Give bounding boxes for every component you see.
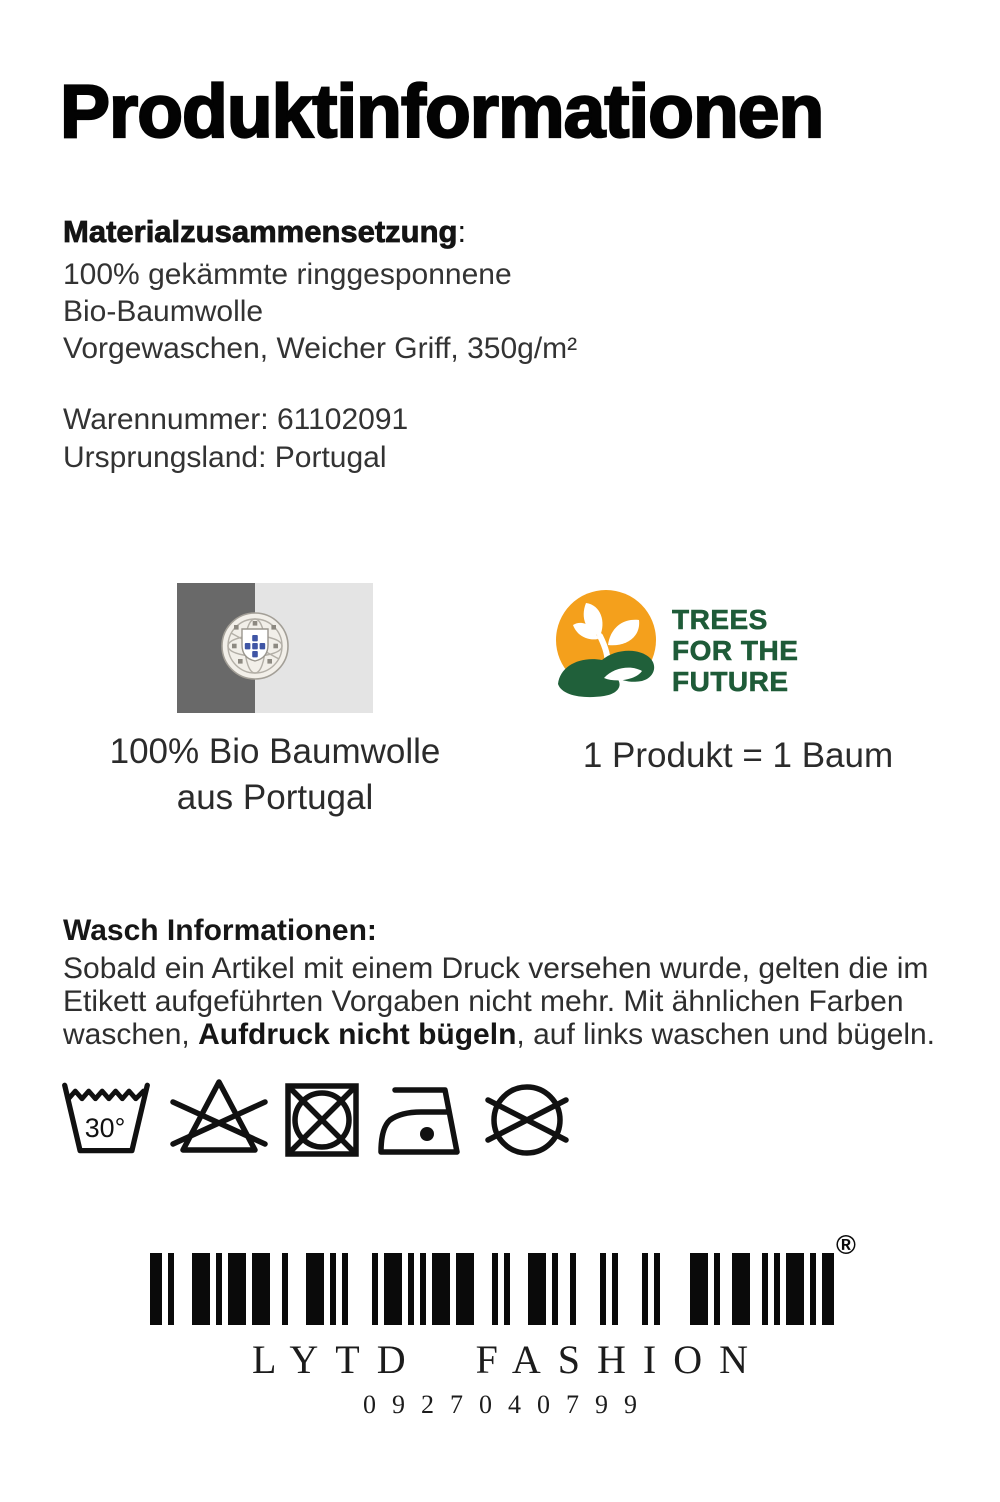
wash-section [63,914,963,1051]
barcode-bar [612,1253,618,1325]
barcode-bar [216,1253,222,1325]
portugal-flag-icon [177,583,373,713]
do-not-tumble-dry-icon [284,1082,360,1158]
brand-name: LYTD FASHION [251,1337,766,1382]
barcode-bar [528,1253,546,1325]
barcode [150,1253,834,1325]
wash-heading: Wasch Informationen: [63,914,377,947]
barcode-bar [714,1253,720,1325]
barcode-bar [330,1253,336,1325]
barcode-bar [810,1253,816,1325]
trees-wordmark [672,588,798,697]
article-number: Warennummer: 61102091 [63,403,409,436]
barcode-bar [282,1253,288,1325]
barcode-bar [372,1253,378,1325]
wash-line: Sobald ein Artikel mit einem Druck versehen wurde, gelten die im [63,952,929,985]
barcode-bar [690,1253,708,1325]
material-line: Vorgewaschen, Weicher Griff, 350g/m² [63,332,578,365]
barcode-bar [822,1253,834,1325]
barcode-bar [732,1253,750,1325]
barcode-bar [432,1253,450,1325]
wash-line: Etikett aufgeführten Vorgaben nicht mehr. Mit ähnlichen Farben [63,985,904,1018]
barcode-bar [552,1253,558,1325]
material-section [63,214,703,477]
origin-caption-line2: aus Portugal [176,778,374,817]
material-heading [63,214,703,250]
wash-30-degrees-icon [58,1076,154,1158]
do-not-dry-clean-icon [484,1082,570,1158]
wash-line: waschen, Aufdruck nicht bügeln, auf links waschen und bügeln. [63,1018,936,1051]
barcode-bar [492,1253,498,1325]
iron-low-heat-icon [375,1082,469,1158]
origin-caption [40,729,510,821]
barcode-bar [342,1253,348,1325]
material-details [63,401,703,477]
country-of-origin: Ursprungsland: Portugal [63,441,387,474]
wash-bold-phrase: Aufdruck nicht bügeln [198,1018,517,1051]
origin-caption-line1: 100% Bio Baumwolle [109,732,441,771]
trees-badge [550,588,950,708]
trees-caption: 1 Produkt = 1 Baum [582,736,894,775]
barcode-bar [642,1253,648,1325]
barcode-bar [150,1253,162,1325]
do-not-bleach-icon [169,1076,269,1158]
trees-wordmark-line3: FUTURE [672,666,789,697]
trees-for-the-future-logo-icon [550,588,662,708]
barcode-bar [570,1253,576,1325]
barcode-bar [252,1253,270,1325]
barcode-bar [456,1253,474,1325]
material-line: 100% gekämmte ringgesponnene [63,258,512,291]
brand-number: 0927040799 [363,1390,653,1419]
barcode-bar [762,1253,768,1325]
care-symbols-row [58,1076,570,1158]
barcode-bar [786,1253,804,1325]
trees-wordmark-line1: TREES [672,604,768,635]
barcode-bar [384,1253,402,1325]
page-title: Produktinformationen [60,69,824,153]
barcode-bar [774,1253,780,1325]
barcode-bar [192,1253,210,1325]
trees-wordmark-line2: FOR THE [672,635,799,666]
barcode-bar [168,1253,174,1325]
material-heading-colon: : [457,214,467,249]
barcode-bar [228,1253,246,1325]
barcode-bar [504,1253,510,1325]
barcode-bar [600,1253,606,1325]
origin-badge [40,583,510,821]
registered-trademark-symbol: ® [836,1230,856,1260]
barcode-bar [408,1253,414,1325]
material-heading-label: Materialzusammensetzung [63,214,458,249]
barcode-bar [420,1253,426,1325]
barcode-bar [654,1253,660,1325]
barcode-bar [306,1253,324,1325]
svg-text:30°: 30° [84,1113,126,1144]
material-line: Bio-Baumwolle [63,295,264,328]
